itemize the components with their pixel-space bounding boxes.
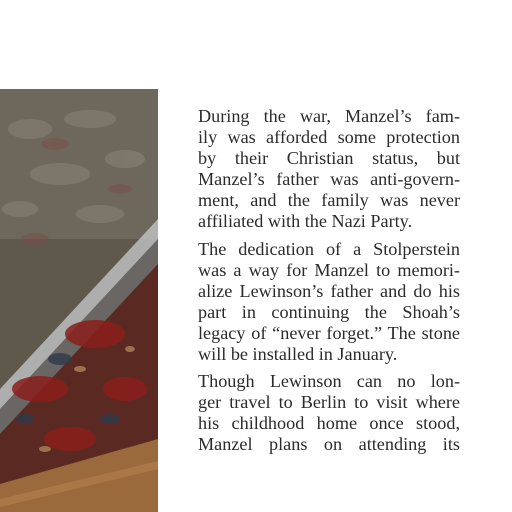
article-paragraph	[178, 106, 460, 233]
article-paragraph	[178, 371, 460, 455]
photo-rug-floor-image	[0, 89, 158, 512]
text-line: Manzel’s father was anti-govern-	[198, 169, 460, 190]
text-line: alize Lewinson’s father and do his	[198, 280, 460, 301]
text-line: part in continuing the Shoah’s	[198, 301, 460, 322]
text-line: ment, and the family was never	[198, 190, 460, 211]
text-line: ily was afforded some protection	[198, 127, 460, 148]
text-line: ger travel to Berlin to visit where	[198, 392, 460, 413]
text-line: The dedication of a Stolperstein	[198, 238, 460, 259]
text-line: will be installed in January.	[198, 344, 398, 365]
text-line: by their Christian status, but	[198, 148, 460, 169]
text-line: Though Lewinson can no lon-	[198, 371, 460, 392]
text-line: affiliated with the Nazi Party.	[198, 211, 413, 232]
text-line: his childhood home once stood,	[198, 413, 460, 434]
text-line: Manzel plans on attending its	[198, 434, 460, 455]
text-line: was a way for Manzel to memori-	[198, 259, 460, 280]
article-paragraph	[178, 239, 460, 366]
text-line: During the war, Manzel’s fam-	[198, 106, 460, 126]
text-line: legacy of “never forget.” The stone	[198, 322, 460, 343]
article-text	[178, 106, 460, 462]
article-photo	[0, 89, 158, 512]
